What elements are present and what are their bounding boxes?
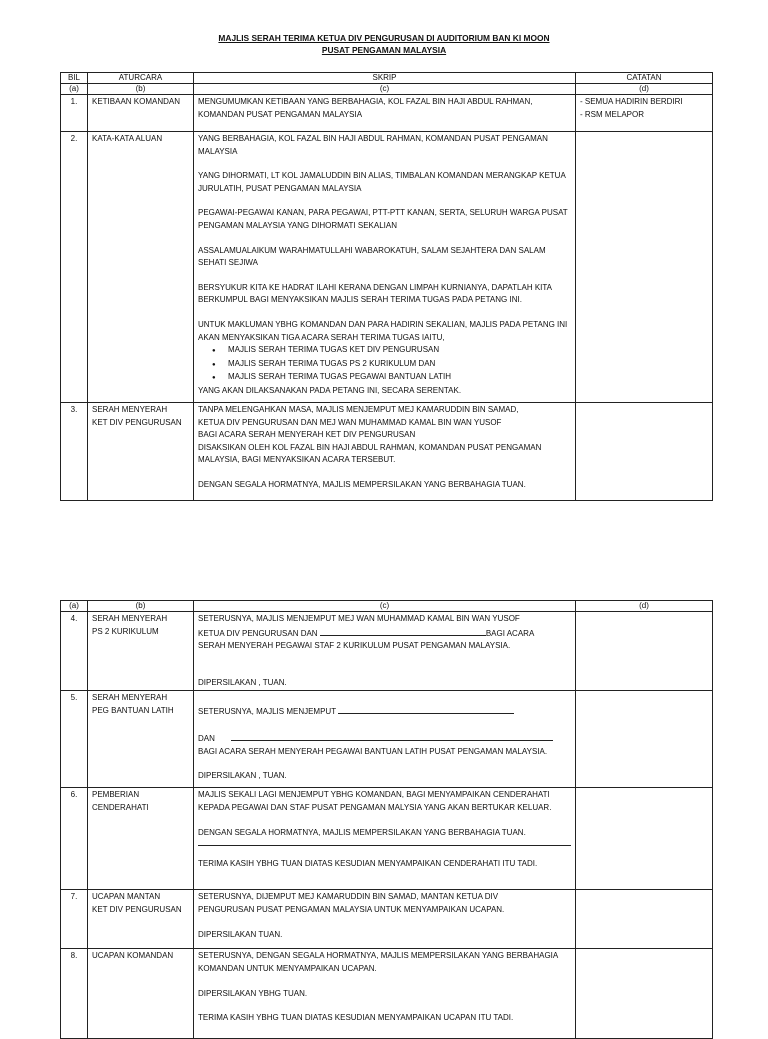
row-number: 6.	[61, 788, 88, 890]
script-line: BAGI ACARA SERAH MENYERAH KET DIV PENGURUSAN	[198, 430, 416, 440]
document-title-line2: PUSAT PENGAMAN MALAYSIA	[321, 45, 447, 55]
table-row	[61, 949, 713, 1039]
row-number: 4.	[61, 612, 88, 691]
script-paragraph: BERSYUKUR KITA KE HADRAT ILAHI KERANA DENGAN LIMPAH KURNIANYA, DAPATLAH KITA BERKUMPUL BAGI MENYAKSIKAN MAJLIS SERAH TERIMA TUGAS PADA PETANG INI.	[198, 282, 552, 305]
row-skrip	[194, 949, 576, 1039]
table-row	[61, 403, 713, 501]
script-text: DAN	[198, 733, 215, 743]
script-line: DISAKSIKAN OLEH KOL FAZAL BIN HAJI ABDUL RAHMAN, KOMANDAN PUSAT PENGAMAN MALAYSIA, BAGI MENYAKSIKAN ACARA TERSEBUT.	[198, 442, 542, 465]
row-aturcara	[88, 890, 194, 949]
subheader-a: (a)	[61, 601, 88, 612]
aturcara-line: KET DIV PENGURUSAN	[92, 904, 182, 914]
row-number: 2.	[61, 132, 88, 403]
row-skrip	[194, 132, 576, 403]
script-text: BAGI ACARA	[485, 628, 535, 638]
row-catatan	[576, 132, 713, 403]
row-skrip: MENGUMUMKAN KETIBAAN YANG BERBAHAGIA, KOL FAZAL BIN HAJI ABDUL RAHMAN, KOMANDAN PUSAT PENGAMAN MALAYSIA	[194, 95, 576, 132]
script-line: SETERUSNYA, DIJEMPUT MEJ KAMARUDDIN BIN SAMAD, MANTAN KETUA DIV	[198, 892, 499, 902]
table-row	[61, 890, 713, 949]
row-catatan	[576, 403, 713, 501]
header-row	[61, 73, 713, 84]
header-skrip: SKRIP	[194, 73, 576, 84]
script-line: SETERUSNYA, DENGAN SEGALA HORMATNYA, MAJLIS MEMPERSILAKAN YANG BERBAHAGIA KOMANDAN UNTUK MENYAMPAIKAN UCAPAN.	[198, 951, 558, 973]
script-paragraph: YANG BERBAHAGIA, KOL FAZAL BIN HAJI ABDUL RAHMAN, KOMANDAN PUSAT PENGAMAN MALAYSIA	[198, 134, 548, 156]
script-paragraph: ASSALAMUALAIKUM WARAHMATULLAHI WABAROKATUH, SALAM SEJAHTERA DAN SALAM SEHATI SEJIWA	[198, 245, 546, 268]
row-number: 1.	[61, 95, 88, 132]
row-aturcara: KETIBAAN KOMANDAN	[88, 95, 194, 132]
row-skrip	[194, 890, 576, 949]
row-catatan	[576, 890, 713, 949]
aturcara-line: PEG BANTUAN LATIH	[92, 705, 174, 715]
script-line: SETERUSNYA, MAJLIS MENJEMPUT MEJ WAN MUHAMMAD KAMAL BIN WAN YUSOF	[198, 614, 520, 623]
script-line: PENGURUSAN PUSAT PENGAMAN MALAYSIA UNTUK MENYAMPAIKAN UCAPAN.	[198, 904, 505, 914]
row-catatan	[576, 788, 713, 890]
subheader-row	[61, 601, 713, 612]
row-aturcara	[88, 612, 194, 691]
subheader-d: (d)	[576, 601, 713, 612]
row-aturcara	[88, 691, 194, 788]
aturcara-line: CENDERAHATI	[92, 802, 149, 812]
script-line: DENGAN SEGALA HORMATNYA, MAJLIS MEMPERSILAKAN YANG BERBAHAGIA TUAN.	[198, 479, 526, 489]
table-row	[61, 691, 713, 788]
script-paragraph: PEGAWAI-PEGAWAI KANAN, PARA PEGAWAI, PTT-PTT KANAN, SERTA, SELURUH WARGA PUSAT PENGAMAN MALAYSIA YANG DIHORMATI SEKALIAN	[198, 208, 568, 230]
table-row	[61, 788, 713, 890]
table-row	[61, 612, 713, 691]
row-catatan	[576, 691, 713, 788]
script-line: DENGAN SEGALA HORMATNYA, MAJLIS MEMPERSILAKAN YANG BERBAHAGIA TUAN.	[198, 827, 526, 837]
script-line: DIPERSILAKAN TUAN.	[198, 929, 283, 939]
row-number: 3.	[61, 403, 88, 501]
subheader-c: (c)	[194, 601, 576, 612]
script-text: SETERUSNYA, MAJLIS MENJEMPUT	[198, 707, 339, 717]
aturcara-line: KET DIV PENGURUSAN	[92, 417, 182, 427]
script-line: TERIMA KASIH YBHG TUAN DIATAS KESUDIAN MENYAMPAIKAN CENDERAHATI ITU TADI.	[198, 859, 538, 869]
catatan-line: - SEMUA HADIRIN BERDIRI	[580, 97, 683, 106]
aturcara-line: SERAH MENYERAH	[92, 693, 168, 703]
list-item: ● MAJLIS SERAH TERIMA TUGAS KET DIV PENGURUSAN	[228, 344, 571, 358]
subheader-b: (b)	[88, 84, 194, 95]
script-line: DIPERSILAKAN , TUAN.	[198, 771, 287, 781]
table-row	[61, 132, 713, 403]
row-skrip	[194, 403, 576, 501]
aturcara-line: PS 2 KURIKULUM	[92, 626, 159, 636]
script-line: MAJLIS SEKALI LAGI MENJEMPUT YBHG KOMANDAN, BAGI MENYAMPAIKAN CENDERAHATI KEPADA PEGAWAI DAN STAF PUSAT PENGAMAN MALYSIA YANG AKAN BERTUKAR KELUAR.	[198, 790, 552, 812]
row-skrip	[194, 788, 576, 890]
subheader-a: (a)	[61, 84, 88, 95]
row-skrip	[194, 691, 576, 788]
row-aturcara	[88, 788, 194, 890]
script-text: KETUA DIV PENGURUSAN DAN	[198, 628, 320, 638]
subheader-d: (d)	[576, 84, 713, 95]
script-line: DIPERSILAKAN YBHG TUAN.	[198, 988, 308, 998]
subheader-row	[61, 84, 713, 95]
ceremony-list	[198, 344, 571, 385]
row-catatan	[576, 612, 713, 691]
fill-in-blank	[338, 704, 514, 714]
script-paragraph: UNTUK MAKLUMAN YBHG KOMANDAN DAN PARA HADIRIN SEKALIAN, MAJLIS PADA PETANG INI AKAN MENYAKSIKAN TIGA ACARA SERAH TERIMA TUGAS IAITU,	[198, 319, 568, 342]
script-paragraph: YANG DIHORMATI, LT KOL JAMALUDDIN BIN ALIAS, TIMBALAN KOMANDAN MERANGKAP KETUA JURULATIH, PUSAT PENGAMAN MALAYSIA	[198, 171, 566, 193]
row-catatan	[576, 95, 713, 132]
row-aturcara: KATA-KATA ALUAN	[88, 132, 194, 403]
script-line	[198, 731, 571, 746]
subheader-c: (c)	[194, 84, 576, 95]
header-bil: BIL	[61, 73, 88, 84]
subheader-b: (b)	[88, 601, 194, 612]
script-line: TANPA MELENGAHKAN MASA, MAJLIS MENJEMPUT MEJ KAMARUDDIN BIN SAMAD,	[198, 405, 519, 414]
row-number: 8.	[61, 949, 88, 1039]
row-skrip	[194, 612, 576, 691]
aturcara-line: UCAPAN MANTAN	[92, 892, 161, 902]
row-number: 7.	[61, 890, 88, 949]
script-line: DIPERSILAKAN , TUAN.	[198, 677, 287, 687]
row-aturcara: UCAPAN KOMANDAN	[88, 949, 194, 1039]
script-paragraph: YANG AKAN DILAKSANAKAN PADA PETANG INI, SECARA SERENTAK.	[198, 385, 462, 395]
fill-in-blank	[320, 626, 486, 636]
document-title-line1: MAJLIS SERAH TERIMA KETUA DIV PENGURUSAN DI AUDITORIUM BAN KI MOON	[218, 33, 550, 43]
programme-table-page1	[60, 72, 713, 501]
row-aturcara	[88, 403, 194, 501]
table-row	[61, 95, 713, 132]
script-line: TERIMA KASIH YBHG TUAN DIATAS KESUDIAN MENYAMPAIKAN UCAPAN ITU TADI.	[198, 1013, 514, 1023]
header-aturcara: ATURCARA	[88, 73, 194, 84]
list-item: ● MAJLIS SERAH TERIMA TUGAS PS 2 KURIKULUM DAN	[228, 358, 571, 372]
aturcara-line: SERAH MENYERAH	[92, 405, 168, 414]
row-number: 5.	[61, 691, 88, 788]
list-item: ● MAJLIS SERAH TERIMA TUGAS PEGAWAI BANTUAN LATIH	[228, 371, 571, 385]
row-catatan	[576, 949, 713, 1039]
script-line: SERAH MENYERAH PEGAWAI STAF 2 KURIKULUM PUSAT PENGAMAN MALAYSIA.	[198, 641, 511, 651]
header-catatan: CATATAN	[576, 73, 713, 84]
script-line	[198, 704, 571, 719]
aturcara-line: PEMBERIAN	[92, 790, 140, 800]
script-line: KETUA DIV PENGURUSAN DAN MEJ WAN MUHAMMAD KAMAL BIN WAN YUSOF	[198, 417, 502, 427]
programme-table-page2	[60, 600, 713, 1039]
signature-rule	[198, 845, 571, 846]
script-line: BAGI ACARA SERAH MENYERAH PEGAWAI BANTUAN LATIH PUSAT PENGAMAN MALAYSIA.	[198, 746, 548, 756]
script-line	[198, 626, 571, 641]
catatan-line: - RSM MELAPOR	[580, 109, 645, 119]
aturcara-line: SERAH MENYERAH	[92, 614, 168, 623]
fill-in-blank	[231, 731, 553, 741]
